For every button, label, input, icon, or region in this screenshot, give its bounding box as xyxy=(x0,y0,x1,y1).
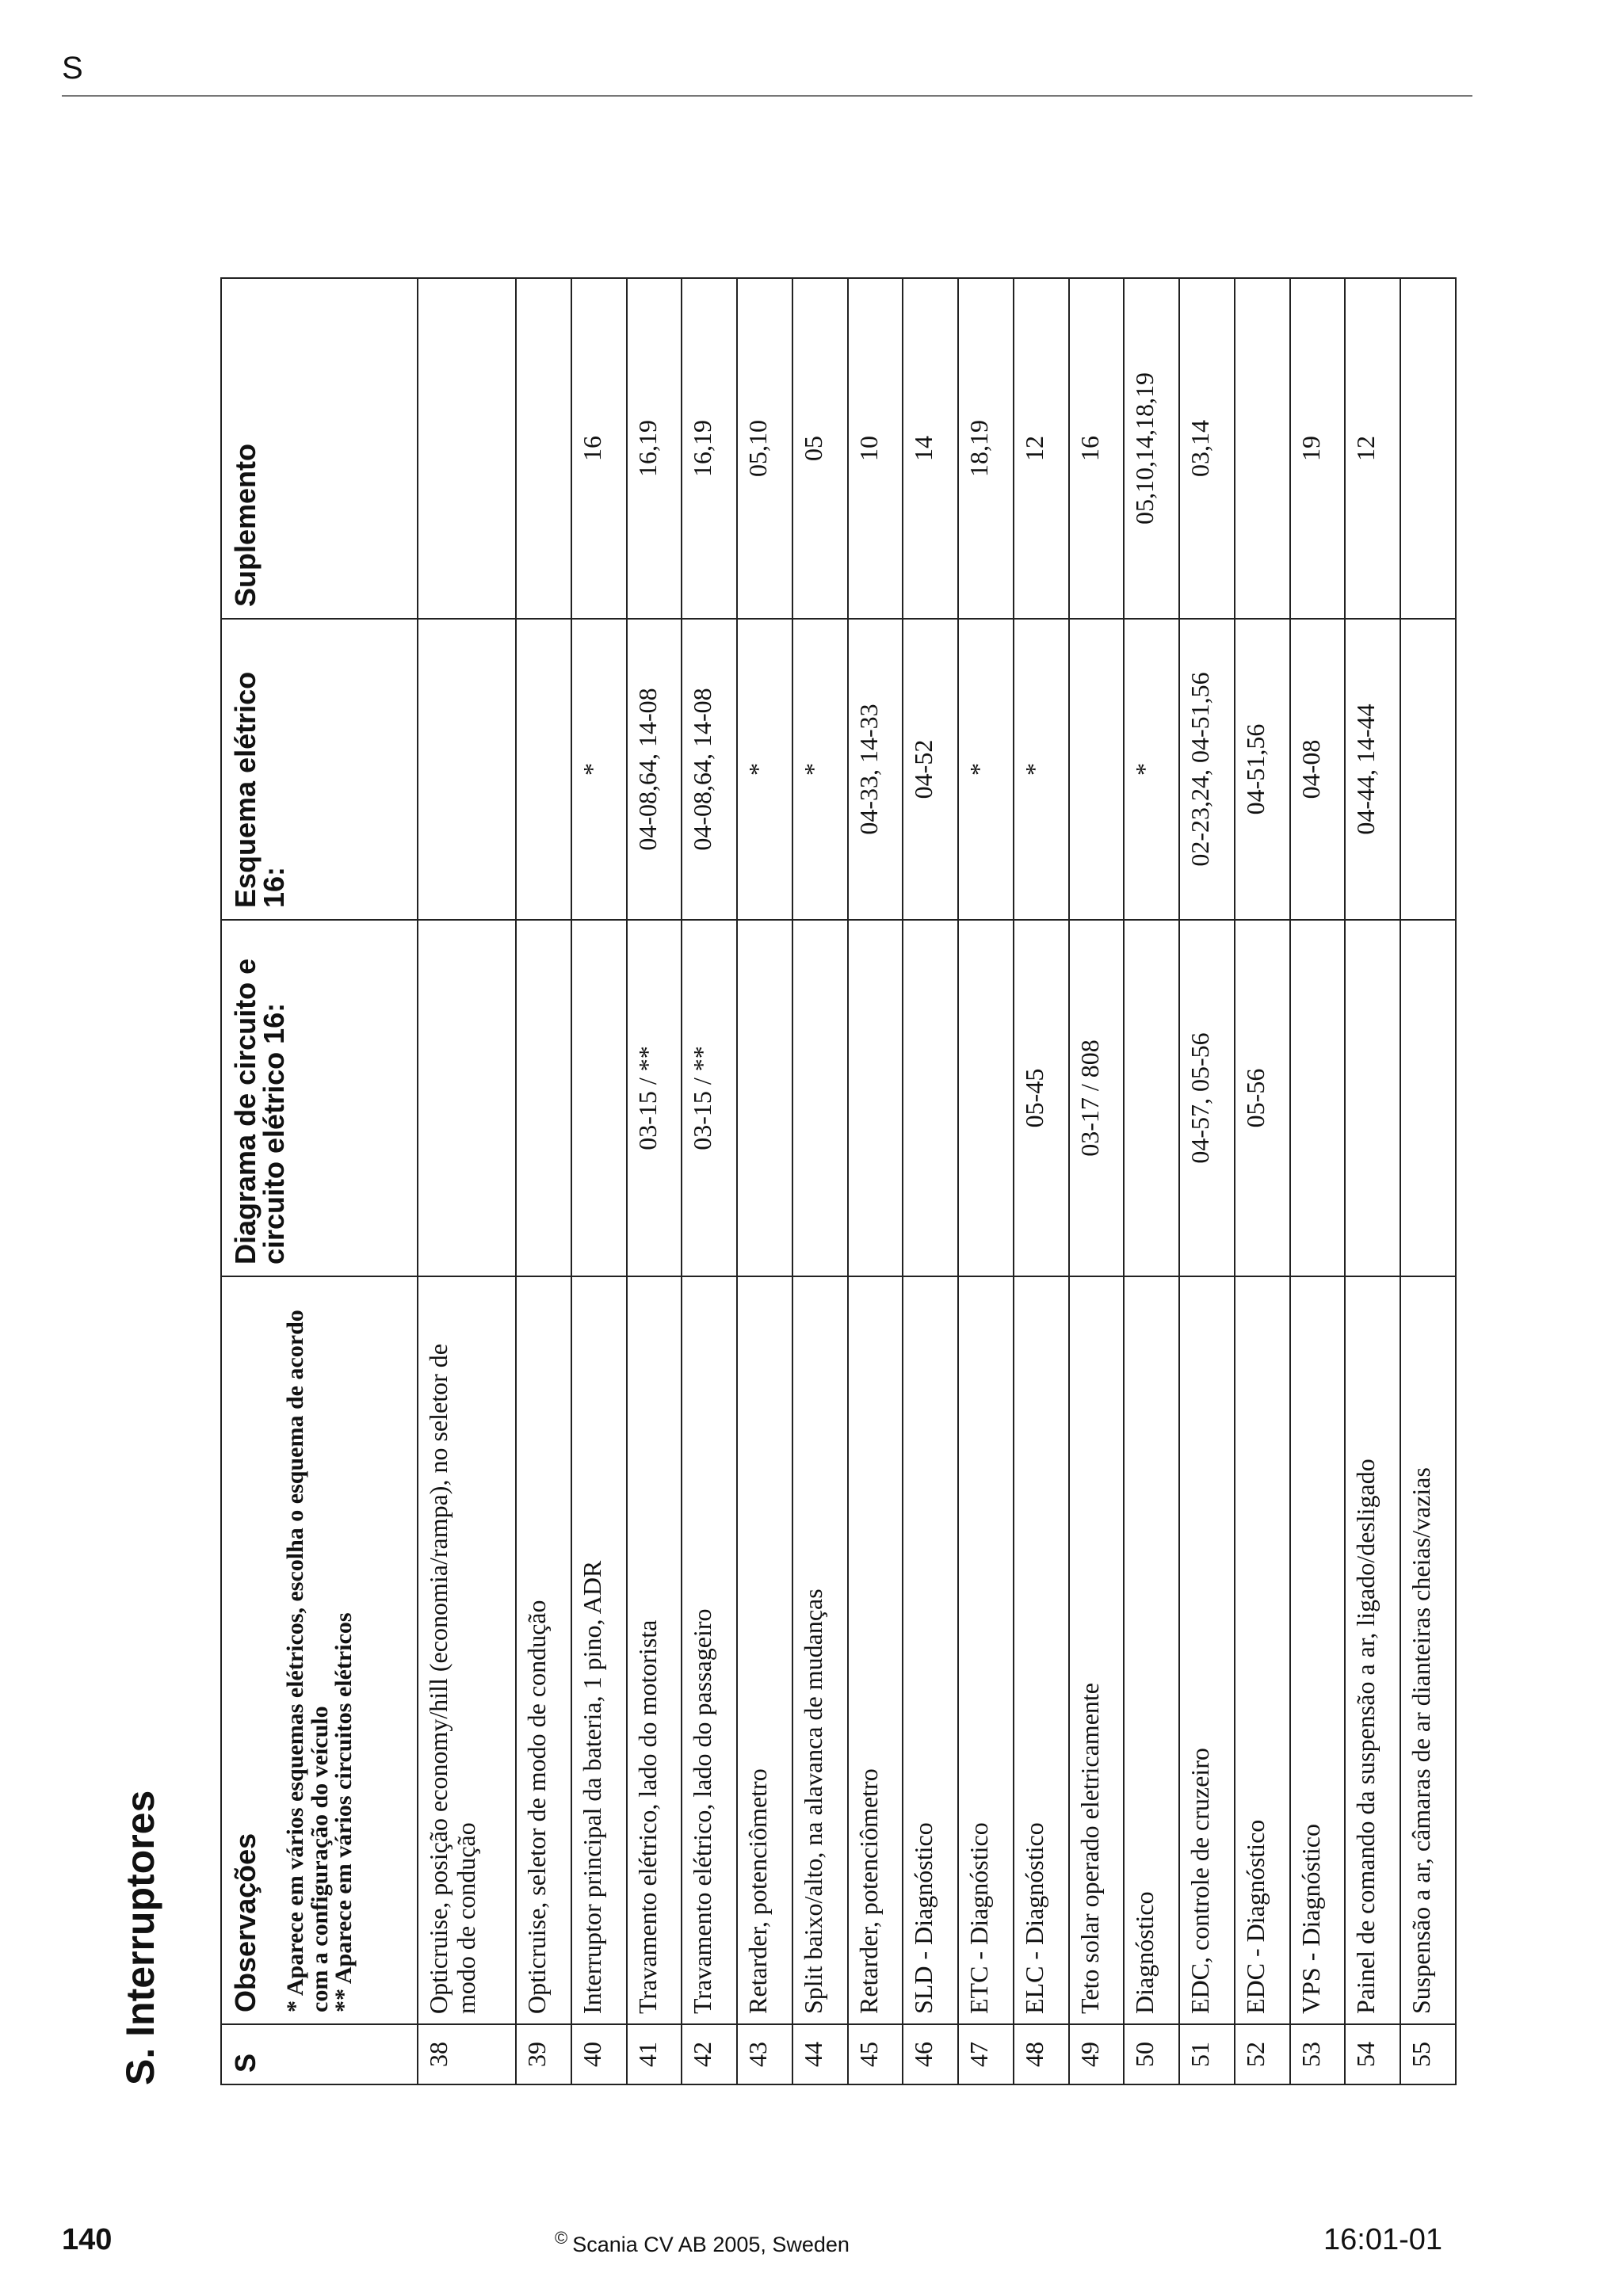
row-esquema xyxy=(1069,619,1125,920)
row-esquema: 04-08 xyxy=(1290,619,1346,920)
row-number: 43 xyxy=(737,2024,792,2084)
table-row xyxy=(1290,278,1346,2084)
row-number: 50 xyxy=(1124,2024,1179,2084)
page-number: 140 xyxy=(62,2223,113,2256)
row-suplemento xyxy=(1400,278,1456,619)
row-diagrama xyxy=(903,920,958,1276)
row-esquema: * xyxy=(1124,619,1179,920)
row-suplemento: 12 xyxy=(1345,278,1400,619)
row-observacao: EDC - Diagnóstico xyxy=(1235,1276,1290,2024)
table-row xyxy=(903,278,958,2084)
row-observacao: Travamento elétrico, lado do motorista xyxy=(627,1276,682,2024)
column-header-observacoes xyxy=(221,1276,418,2024)
row-esquema: 02-23,24, 04-51,56 xyxy=(1179,619,1235,920)
row-number: 47 xyxy=(958,2024,1014,2084)
table-header-row xyxy=(221,278,418,2084)
row-diagrama: 05-56 xyxy=(1235,920,1290,1276)
table-row xyxy=(627,278,682,2084)
row-suplemento: 03,14 xyxy=(1179,278,1235,619)
row-diagrama xyxy=(1345,920,1400,1276)
switches-table xyxy=(220,277,1457,2085)
row-observacao: Opticruise, seletor de modo de condução xyxy=(516,1276,571,2024)
row-observacao: EDC, controle de cruzeiro xyxy=(1179,1276,1235,2024)
row-suplemento: 05,10 xyxy=(737,278,792,619)
rotated-table-block xyxy=(118,279,1457,2085)
row-diagrama xyxy=(958,920,1014,1276)
copyright-text: Scania CV AB 2005, Sweden xyxy=(572,2233,850,2256)
row-diagrama xyxy=(516,920,571,1276)
row-esquema xyxy=(516,619,571,920)
row-number: 54 xyxy=(1345,2024,1400,2084)
row-esquema xyxy=(418,619,516,920)
table-row xyxy=(737,278,792,2084)
row-diagrama xyxy=(792,920,848,1276)
row-suplemento: 05 xyxy=(792,278,848,619)
table-row xyxy=(848,278,903,2084)
column-header-esquema: Esquema elétrico 16: xyxy=(221,619,418,920)
row-suplemento: 16 xyxy=(1069,278,1125,619)
table-row xyxy=(958,278,1014,2084)
row-observacao: Split baixo/alto, na alavanca de mudanças xyxy=(792,1276,848,2024)
page-header-letter: S xyxy=(62,51,83,86)
header-divider xyxy=(62,95,1472,97)
table-row xyxy=(1345,278,1400,2084)
row-esquema: 04-52 xyxy=(903,619,958,920)
row-diagrama xyxy=(848,920,903,1276)
row-observacao: Retarder, potenciômetro xyxy=(848,1276,903,2024)
row-number: 49 xyxy=(1069,2024,1125,2084)
observacoes-heading: Observações xyxy=(229,1833,262,2012)
table-row xyxy=(1235,278,1290,2084)
document-code: 16:01-01 xyxy=(1323,2223,1443,2256)
column-header-suplemento: Suplemento xyxy=(221,278,418,619)
row-esquema xyxy=(1400,619,1456,920)
row-number: 53 xyxy=(1290,2024,1346,2084)
row-number: 44 xyxy=(792,2024,848,2084)
row-diagrama: 04-57, 05-56 xyxy=(1179,920,1235,1276)
column-header-diagrama: Diagrama de circuito e circuito elétrico 16: xyxy=(221,920,418,1276)
section-title: S. Interruptores xyxy=(118,1790,162,2085)
row-number: 42 xyxy=(682,2024,737,2084)
row-esquema: 04-51,56 xyxy=(1235,619,1290,920)
row-esquema: 04-44, 14-44 xyxy=(1345,619,1400,920)
row-observacao: VPS - Diagnóstico xyxy=(1290,1276,1346,2024)
row-esquema: 04-08,64, 14-08 xyxy=(627,619,682,920)
row-number: 52 xyxy=(1235,2024,1290,2084)
row-diagrama: 03-15 / ** xyxy=(682,920,737,1276)
row-diagrama xyxy=(1124,920,1179,1276)
row-diagrama xyxy=(1400,920,1456,1276)
row-number: 45 xyxy=(848,2024,903,2084)
row-diagrama xyxy=(1290,920,1346,1276)
row-suplemento: 05,10,14,18,19 xyxy=(1124,278,1179,619)
row-number: 39 xyxy=(516,2024,571,2084)
row-number: 55 xyxy=(1400,2024,1456,2084)
table-row xyxy=(1069,278,1125,2084)
copyright-symbol: © xyxy=(555,2228,568,2248)
row-suplemento xyxy=(418,278,516,619)
row-suplemento xyxy=(1235,278,1290,619)
row-suplemento: 10 xyxy=(848,278,903,619)
row-number: 38 xyxy=(418,2024,516,2084)
row-observacao: Teto solar operado eletricamente xyxy=(1069,1276,1125,2024)
table-row xyxy=(571,278,627,2084)
row-number: 51 xyxy=(1179,2024,1235,2084)
row-observacao: SLD - Diagnóstico xyxy=(903,1276,958,2024)
observacoes-note: * Aparece em vários esquemas elétricos, escolha o esquema de acordo com a configuração do veículo ** Aparece em vários circuitos elétricos xyxy=(282,1310,357,2012)
row-esquema: * xyxy=(737,619,792,920)
row-esquema: * xyxy=(571,619,627,920)
row-esquema: 04-08,64, 14-08 xyxy=(682,619,737,920)
row-diagrama: 03-17 / 808 xyxy=(1069,920,1125,1276)
table-row xyxy=(792,278,848,2084)
row-diagrama: 05-45 xyxy=(1014,920,1069,1276)
row-diagrama xyxy=(571,920,627,1276)
row-diagrama xyxy=(737,920,792,1276)
row-observacao: Suspensão a ar, câmaras de ar dianteiras cheias/vazias xyxy=(1400,1276,1456,2024)
row-suplemento: 18,19 xyxy=(958,278,1014,619)
row-esquema: * xyxy=(1014,619,1069,920)
row-number: 41 xyxy=(627,2024,682,2084)
column-header-s: S xyxy=(221,2024,418,2084)
row-suplemento xyxy=(516,278,571,619)
row-suplemento: 19 xyxy=(1290,278,1346,619)
row-esquema: 04-33, 14-33 xyxy=(848,619,903,920)
row-suplemento: 16,19 xyxy=(682,278,737,619)
copyright-notice xyxy=(555,2228,850,2257)
row-observacao: Retarder, potenciômetro xyxy=(737,1276,792,2024)
row-esquema: * xyxy=(792,619,848,920)
row-observacao: Interruptor principal da bateria, 1 pino, ADR xyxy=(571,1276,627,2024)
row-observacao: Diagnóstico xyxy=(1124,1276,1179,2024)
row-observacao: ELC - Diagnóstico xyxy=(1014,1276,1069,2024)
row-observacao: Opticruise, posição economy/hill (economia/rampa), no seletor de modo de condução xyxy=(418,1276,516,2024)
row-number: 40 xyxy=(571,2024,627,2084)
row-suplemento: 16 xyxy=(571,278,627,619)
row-number: 46 xyxy=(903,2024,958,2084)
table-row xyxy=(1400,278,1456,2084)
table-row xyxy=(418,278,516,2084)
row-diagrama: 03-15 / ** xyxy=(627,920,682,1276)
row-suplemento: 14 xyxy=(903,278,958,619)
row-suplemento: 12 xyxy=(1014,278,1069,619)
row-esquema: * xyxy=(958,619,1014,920)
row-observacao: ETC - Diagnóstico xyxy=(958,1276,1014,2024)
row-suplemento: 16,19 xyxy=(627,278,682,619)
row-number: 48 xyxy=(1014,2024,1069,2084)
table-row xyxy=(1179,278,1235,2084)
row-observacao: Travamento elétrico, lado do passageiro xyxy=(682,1276,737,2024)
table-row xyxy=(1124,278,1179,2084)
table-row xyxy=(1014,278,1069,2084)
table-row xyxy=(682,278,737,2084)
table-row xyxy=(516,278,571,2084)
table-body xyxy=(418,278,1456,2084)
row-observacao: Painel de comando da suspensão a ar, ligado/desligado xyxy=(1345,1276,1400,2024)
row-diagrama xyxy=(418,920,516,1276)
